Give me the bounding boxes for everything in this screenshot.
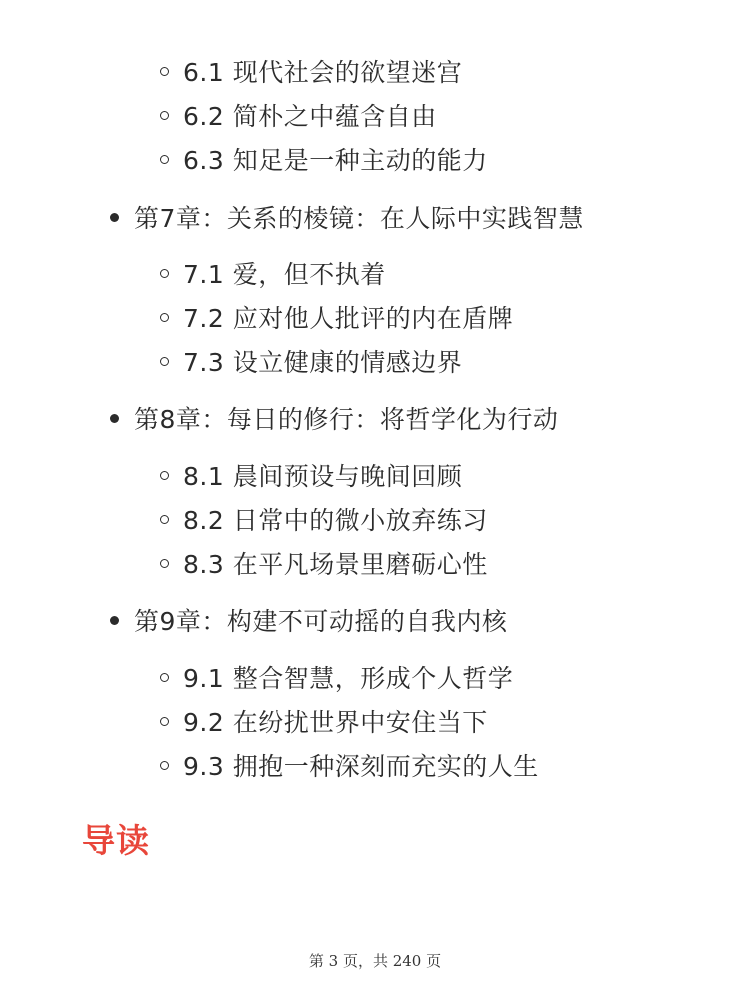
toc-chapter-9[interactable] — [110, 600, 507, 640]
toc-subsection-7-3[interactable] — [160, 341, 462, 381]
hollow-circle-bullet-icon — [160, 515, 169, 524]
toc-item-text: 6.2 简朴之中蕴含自由 — [183, 102, 437, 131]
toc-subsection-6-2[interactable] — [160, 95, 437, 135]
hollow-circle-bullet-icon — [160, 717, 169, 726]
toc-item-text: 第9章：构建不可动摇的自我内核 — [134, 607, 508, 636]
toc-subsection-9-3[interactable] — [160, 745, 539, 785]
toc-item-text: 6.1 现代社会的欲望迷宫 — [183, 58, 463, 87]
toc-item-text: 6.3 知足是一种主动的能力 — [183, 146, 488, 175]
hollow-circle-bullet-icon — [160, 269, 169, 278]
filled-bullet-icon — [110, 414, 119, 423]
toc-item-text: 7.3 设立健康的情感边界 — [183, 348, 463, 377]
toc-item-text: 9.3 拥抱一种深刻而充实的人生 — [183, 752, 539, 781]
hollow-circle-bullet-icon — [160, 559, 169, 568]
page-footer: 第 3 页，共 240 页 — [308, 952, 442, 970]
toc-subsection-6-1[interactable] — [160, 51, 462, 91]
toc-subsection-6-3[interactable] — [160, 139, 488, 179]
toc-subsection-8-3[interactable] — [160, 543, 488, 583]
toc-subsection-7-2[interactable] — [160, 297, 513, 337]
toc-item-text: 7.1 爱，但不执着 — [183, 260, 386, 289]
toc-item-text: 8.2 日常中的微小放弃练习 — [183, 506, 488, 535]
toc-subsection-8-1[interactable] — [160, 455, 462, 495]
toc-subsection-9-2[interactable] — [160, 701, 488, 741]
hollow-circle-bullet-icon — [160, 761, 169, 770]
toc-subsection-9-1[interactable] — [160, 657, 513, 697]
hollow-circle-bullet-icon — [160, 673, 169, 682]
toc-item-text: 8.3 在平凡场景里磨砺心性 — [183, 550, 488, 579]
hollow-circle-bullet-icon — [160, 313, 169, 322]
toc-subsection-8-2[interactable] — [160, 499, 488, 539]
toc-item-text: 9.2 在纷扰世界中安住当下 — [183, 708, 488, 737]
toc-item-text: 第8章：每日的修行：将哲学化为行动 — [134, 405, 559, 434]
section-heading: 导读 — [82, 821, 150, 860]
hollow-circle-bullet-icon — [160, 357, 169, 366]
hollow-circle-bullet-icon — [160, 67, 169, 76]
toc-item-text: 8.1 晨间预设与晚间回顾 — [183, 462, 463, 491]
hollow-circle-bullet-icon — [160, 471, 169, 480]
filled-bullet-icon — [110, 213, 119, 222]
toc-item-text: 9.1 整合智慧，形成个人哲学 — [183, 664, 514, 693]
toc-item-text: 7.2 应对他人批评的内在盾牌 — [183, 304, 514, 333]
hollow-circle-bullet-icon — [160, 155, 169, 164]
filled-bullet-icon — [110, 616, 119, 625]
toc-item-text: 第7章：关系的棱镜：在人际中实践智慧 — [134, 204, 584, 233]
toc-chapter-8[interactable] — [110, 398, 558, 438]
hollow-circle-bullet-icon — [160, 111, 169, 120]
toc-subsection-7-1[interactable] — [160, 253, 386, 293]
toc-chapter-7[interactable] — [110, 197, 584, 237]
